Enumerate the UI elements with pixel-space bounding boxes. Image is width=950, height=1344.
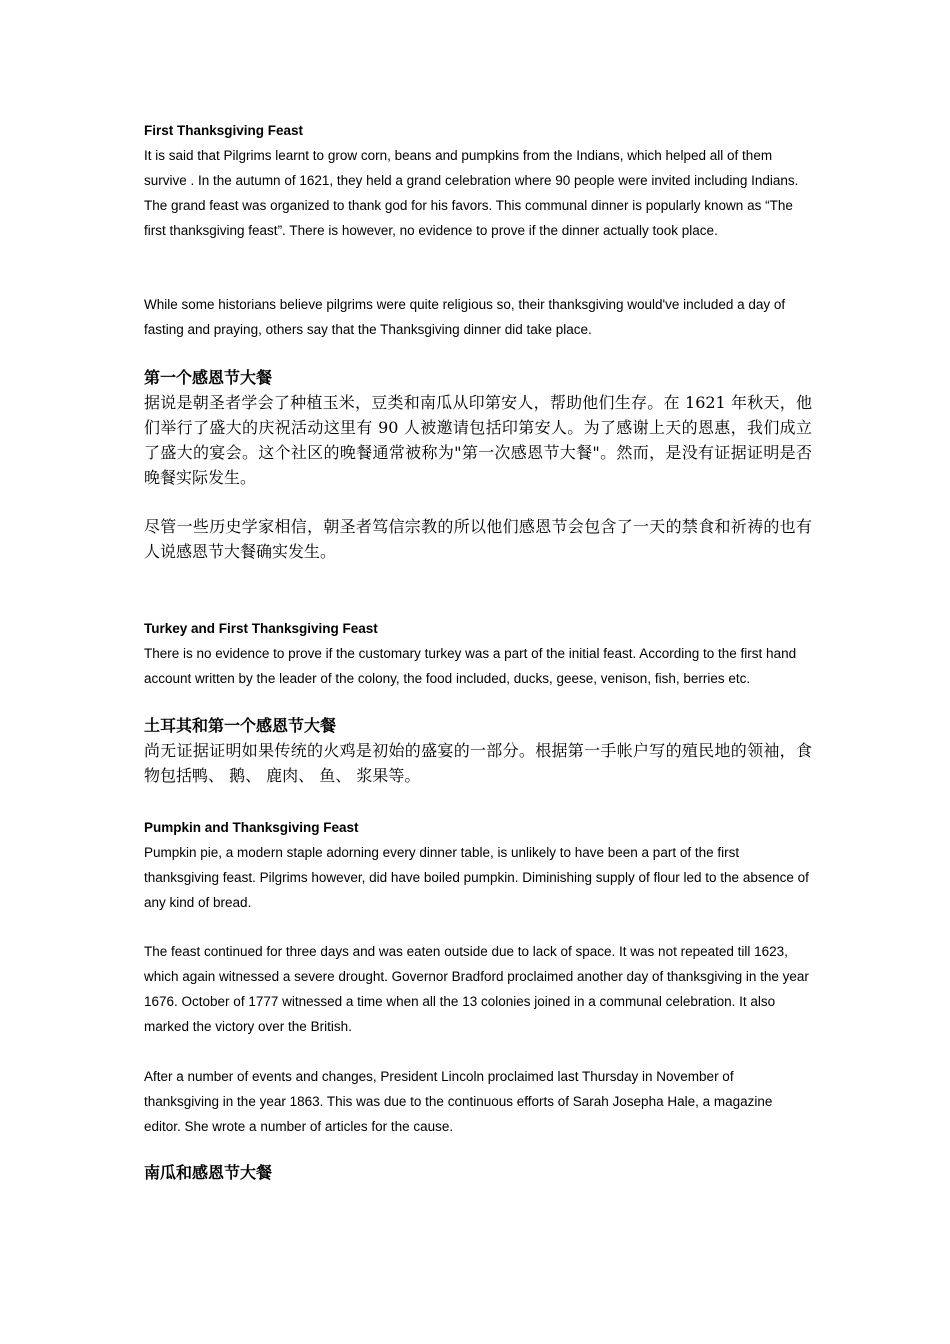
section-title-first-thanksgiving-feast: First Thanksgiving Feast	[144, 123, 304, 138]
paragraph-first-feast-intro-zh: 据说是朝圣者学会了种植玉米，豆类和南瓜从印第安人，帮助他们生存。在 1621 年秋天，他们举行了盛大的庆祝活动这里有 90 人被邀请包括印第安人。为了感谢上天的恩惠，我们成立了盛大的宴会。这个社区的晚餐通常被称为"第一次感恩节大餐"。然而，是没有证据证明是否晚餐实际发生。	[144, 393, 812, 487]
paragraph-lincoln-proclamation: After a number of events and changes, President Lincoln proclaimed last Thursday in November of thanksgiving in the year 1863. This was due to the continuous efforts of Sarah Josepha Hale, a magazine editor. She wrote a number of articles for the cause.	[144, 1069, 773, 1134]
paragraph-first-feast-historians-zh: 尽管一些历史学家相信，朝圣者笃信宗教的所以他们感恩节会包含了一天的禁食和祈祷的也有人说感恩节大餐确实发生。	[144, 517, 812, 561]
paragraph-first-feast-historians: While some historians believe pilgrims were quite religious so, their thanksgiving would've included a day of fasting and praying, others say that the Thanksgiving dinner did take place.	[144, 297, 786, 337]
paragraph-turkey: There is no evidence to prove if the customary turkey was a part of the initial feast. According to the first hand account written by the leader of the colony, the food included, ducks, geese, venison, fish, berries etc.	[144, 646, 797, 686]
paragraph-feast-continued: The feast continued for three days and was eaten outside due to lack of space. It was not repeated till 1623, which again witnessed a severe drought. Governor Bradford proclaimed another day of thanksgiving in the year 1676. October of 1777 witnessed a time when all the 13 colonies joined in a communal celebration. It also marked the victory over the British.	[144, 944, 809, 1034]
paragraph-pumpkin-pie: Pumpkin pie, a modern staple adorning every dinner table, is unlikely to have been a part of the first thanksgiving feast. Pilgrims however, did have boiled pumpkin. Diminishing supply of flour led to the absence of any kind of bread.	[144, 845, 809, 910]
section-title-pumpkin-zh: 南瓜和感恩节大餐	[144, 1163, 273, 1182]
paragraph-first-feast-intro: It is said that Pilgrims learnt to grow corn, beans and pumpkins from the Indians, which helped all of them survive . In the autumn of 1621, they held a grand celebration where 90 people were invited including Indians. The grand feast was organized to thank god for his favors. This communal dinner is popularly known as “The first thanksgiving feast”. There is however, no evidence to prove if the dinner actually took place.	[144, 148, 799, 238]
section-title-first-thanksgiving-feast-zh: 第一个感恩节大餐	[144, 368, 273, 387]
paragraph-turkey-zh: 尚无证据证明如果传统的火鸡是初始的盛宴的一部分。根据第一手帐户写的殖民地的领袖，食物包括鸭、 鹅、 鹿肉、 鱼、 浆果等。	[144, 741, 812, 785]
section-title-turkey-zh: 土耳其和第一个感恩节大餐	[144, 716, 337, 735]
section-title-turkey: Turkey and First Thanksgiving Feast	[144, 621, 378, 636]
section-title-pumpkin: Pumpkin and Thanksgiving Feast	[144, 820, 359, 835]
